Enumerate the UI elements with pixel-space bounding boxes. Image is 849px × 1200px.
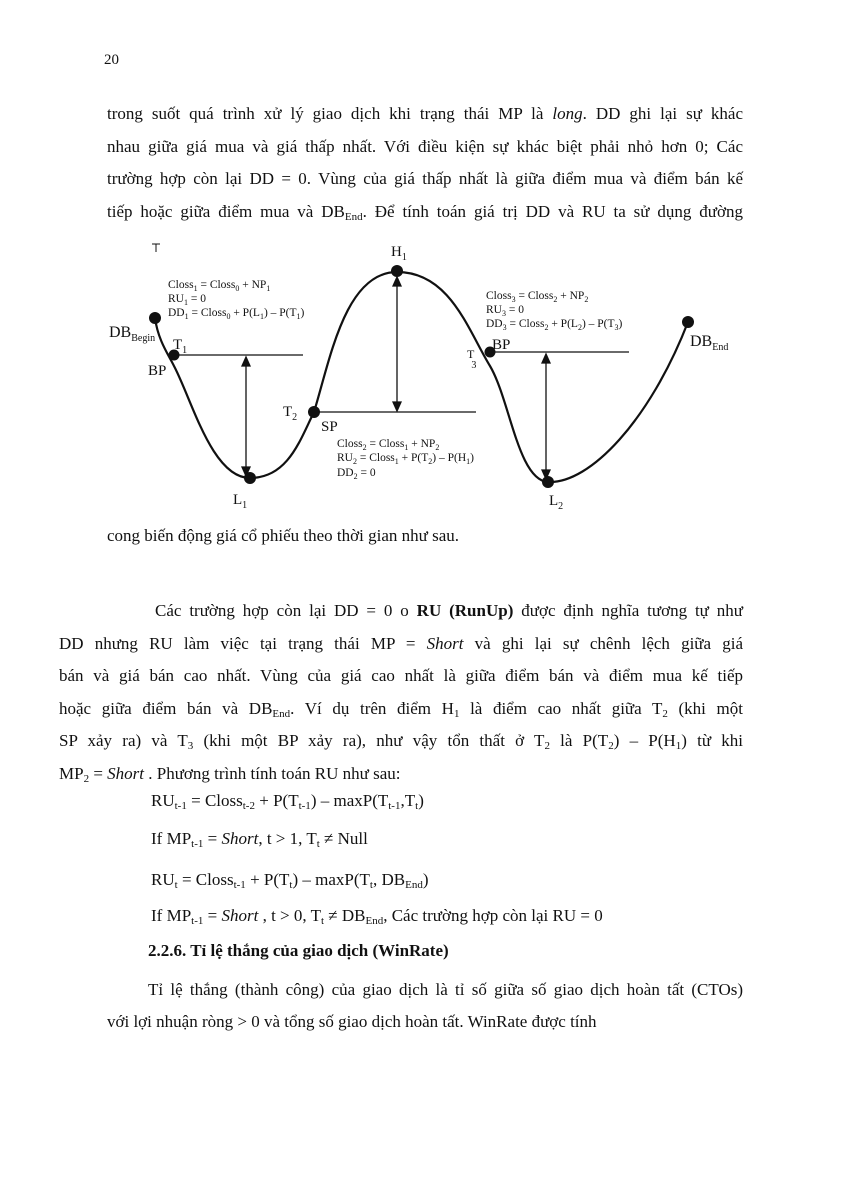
- arrow-head: [393, 277, 401, 286]
- page-number: 20: [104, 52, 119, 68]
- db-end-dot: [682, 316, 694, 328]
- price-curve: [155, 272, 688, 482]
- arrow-head: [242, 357, 250, 366]
- section-heading-winrate: 2.2.6. Tỉ lệ thắng của giao dịch (WinRate): [148, 941, 449, 960]
- text-line: tiếp hoặc giữa điểm mua và $DB_{End}$. Để tính toán giá trị DD và RU ta sử dụng đường: [107, 201, 743, 223]
- box3-line1: Closs$_3$ = Closs$_2$ + $NP_2$: [486, 290, 589, 304]
- l2-dot: [542, 476, 554, 488]
- label-sp: SP: [321, 419, 338, 435]
- text-line: Các trường hợp còn lại DD = 0 o RU (RunUp) được định nghĩa tương tự như: [155, 601, 743, 620]
- box1-line2: $RU_1 = 0$: [168, 293, 206, 307]
- label-t3: T 3: [467, 347, 477, 371]
- box3-line2: $RU_3 = 0$: [486, 304, 524, 318]
- box3-line3: $DD_3$ = Closs$_2$ + $P(L_2) - P(T_3)$: [486, 318, 623, 332]
- label-h1: $H_1$: [391, 244, 407, 263]
- l1-dot: [244, 472, 256, 484]
- arrow-head: [542, 354, 550, 363]
- label-t1: $T_1$: [173, 337, 188, 356]
- paragraph-winrate-line2: với lợi nhuận ròng > 0 và tổng số giao dịch hoàn tất. WinRate được tính: [107, 1012, 597, 1031]
- equation-ru-t-minus-1: $RU_{t-1}$ = Closs$_{t-2}$ + $P(T_{t-1}) - \max P(T_{t-1},T_t)$: [151, 791, 424, 812]
- box1-line3: $DD_1$ = Closs$_0$ + $P(L_1) - P(T_1)$: [168, 307, 305, 321]
- text-line: DD nhưng RU làm việc tại trạng thái MP = Short và ghi lại sự chênh lệch giữa giá: [59, 633, 743, 653]
- t2-dot: [308, 406, 320, 418]
- text-line: $MP_2$ = Short . Phương trình tính toán RU như sau:: [59, 763, 401, 785]
- arrow-head: [393, 402, 401, 411]
- paragraph-runup: [59, 595, 743, 790]
- text-line: trường hợp còn lại DD = 0. Vùng của giá thấp nhất là giữa điểm mua và điểm bán kế: [107, 169, 743, 188]
- equation-condition-1: If $MP_{t-1}$ = Short, t > 1, $T_t$ ≠ Null: [151, 829, 368, 850]
- equation-condition-2: If $MP_{t-1}$ = Short , t > 0, $T_t \ne DB_{End}$, Các trường hợp còn lại RU = 0: [151, 906, 603, 927]
- text-line: SP xảy ra) và $T_3$ (khi một BP xảy ra), như vậy tổn thất ở $T_2$ là $P(T_2) - P(H_1)$ từ khi: [59, 731, 743, 752]
- label-l2: $L_2$: [549, 493, 564, 512]
- formula-box-1: [168, 279, 305, 321]
- text-line: nhau giữa giá mua và giá thấp nhất. Với điều kiện sự khác biệt phải nhỏ hơn 0; Các: [107, 136, 743, 156]
- h1-dot: [391, 265, 403, 277]
- box1-line1: Closs$_1$ = Closs$_0$ + $NP_1$: [168, 279, 271, 293]
- db-begin-dot: [149, 312, 161, 324]
- formula-box-3: [486, 290, 623, 332]
- label-bp-left: BP: [148, 363, 167, 379]
- formula-box-2: [337, 438, 474, 481]
- label-bp-right: BP: [492, 337, 511, 353]
- box2-line3: $DD_2 = 0$: [337, 467, 376, 481]
- box2-line2: $RU_2$ = Closs$_1$ + $P(T_2) - P(H_1)$: [337, 452, 475, 466]
- text-line: trong suốt quá trình xử lý giao dịch khi trạng thái MP là long. DD ghi lại sự khác: [107, 104, 743, 123]
- label-t2: $T_2$: [283, 404, 298, 423]
- text-line: bán và giá bán cao nhất. Vùng của giá cao nhất là giữa điểm bán và điểm mua kế tiếp: [59, 666, 743, 685]
- label-db-begin: $DB_{Begin}$: [109, 324, 156, 344]
- equation-ru-t: $RU_t$ = Closs$_{t-1}$ + $P(T_t) - \max P(T_t$, $DB_{End}$): [151, 870, 429, 891]
- box2-line1: Closs$_2$ = Closs$_1$ + $NP_2$: [337, 438, 440, 452]
- paragraph-winrate-line1: Tỉ lệ thắng (thành công) của giao dịch là tỉ số giữa số giao dịch hoàn tất (CTOs): [148, 980, 743, 999]
- text-line: hoặc giữa điểm bán và $DB_{End}$. Ví dụ trên điểm $H_1$ là điểm cao nhất giữa $T_2$ (khi một: [59, 698, 743, 720]
- label-db-end: $DB_{End}$: [690, 333, 729, 353]
- paragraph-figure-caption-text: cong biến động giá cổ phiếu theo thời gian như sau.: [107, 526, 459, 545]
- label-l1: $L_1$: [233, 492, 248, 511]
